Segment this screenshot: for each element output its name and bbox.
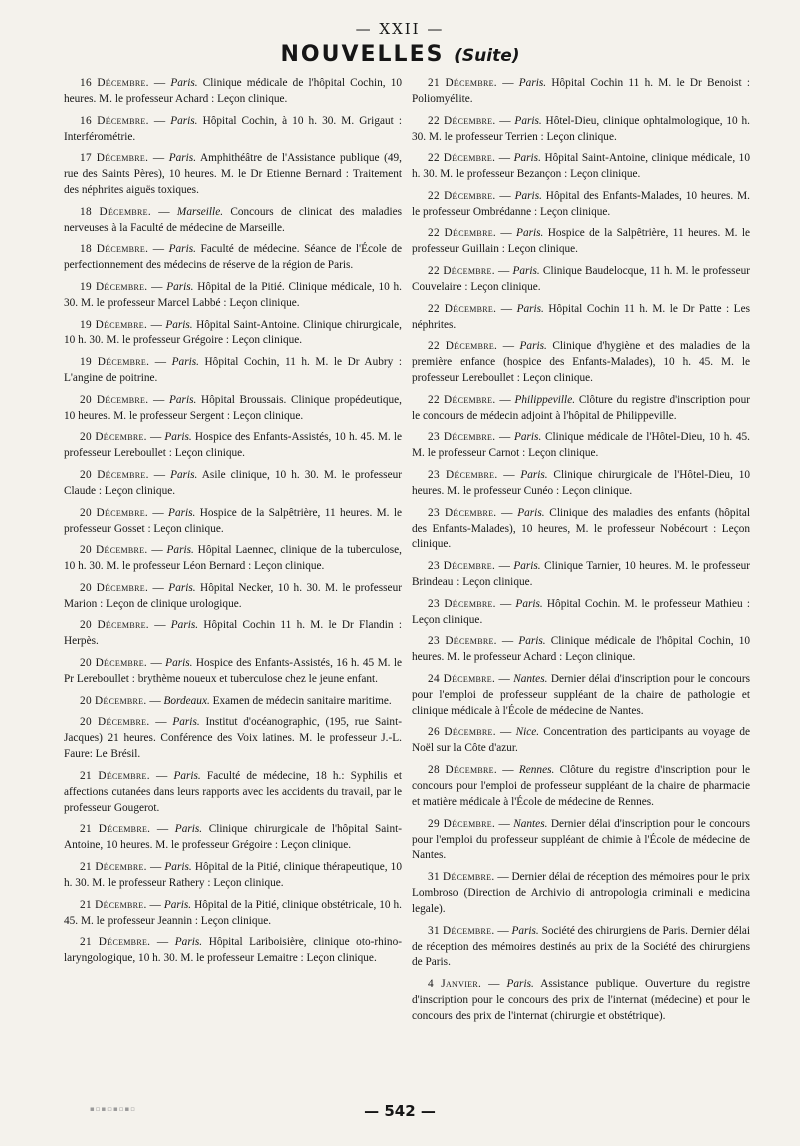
entry-text: Hôpital Necker, 10 h. 30. M. le professeur Marion : Leçon de clinique urologique. [64,581,402,610]
entry-city: Paris. [166,544,194,557]
entry-text: Hôpital Laennec, clinique de la tuberculose, 10 h. 30. M. le professeur Léon Bernard : Leçon clinique. [64,544,402,573]
entry-city: Paris. [166,280,194,293]
entry-date: 26 Décembre. [428,726,496,739]
entry-city: Rennes. [518,764,555,777]
entry-text: Hôpital Saint-Antoine. Clinique chirurgicale, 10 h. 30. M. le professeur Grégoire : Leçon clinique. [64,318,402,347]
news-entry: 18 Décembre. — Marseille. Concours de clinicat des maladies nerveuses à la Faculté de médecine de Marseille. [64,205,402,234]
entry-city: Paris. [165,657,193,670]
entry-text: Assistance publique. Ouverture du registre d'inscription pour le concours des prix de l'internat (médecine) et pour le concours des prix de l'internat (chirurgie et obstétrique). [412,978,750,1022]
entry-date: 22 Décembre. [428,340,498,353]
entry-date: 20 Décembre. [80,544,148,557]
entry-text: Hôpital Broussais. Clinique propédeutique, 10 heures. M. le professeur Sergent : Leçon clinique. [64,393,403,422]
entry-city: Paris. [164,861,192,873]
news-entry: 16 Décembre. — Paris. Clinique médicale de l'hôpital Cochin, 10 heures. M. le professeur Achard : Leçon clinique. [64,77,402,105]
news-entry: 20 Décembre. — Paris. Hospice de la Salpêtrière, 11 heures. M. le professeur Gosset : Leçon clinique. [64,506,402,535]
entry-city: Paris. [511,924,539,937]
entry-text: Concentration des participants au voyage de Noël sur la Côte d'azur. [412,726,750,755]
news-entry: 22 Décembre. — Paris. Hôpital Saint-Antoine, clinique médicale, 10 h. 30. M. le professeur Bezançon : Leçon clinique. [412,152,750,181]
entry-text: Clinique médicale de l'Hôtel-Dieu, 10 h. 45. M. le professeur Carnot : Leçon clinique. [412,431,750,460]
entry-city: Paris. [513,431,542,444]
entry-city: Paris. [173,769,201,782]
entry-date: 16 Décembre. [80,77,149,89]
entry-date: 20 Décembre. [80,619,149,632]
entry-text: Dernier délai de réception des mémoires pour le prix Lombroso (Direction de Archivio di antropologia criminali e medicina legale). [412,871,750,915]
entry-date: 21 Décembre. [80,861,147,873]
news-entry: 20 Décembre. — Bordeaux. Examen de médecin sanitaire maritime. [80,694,392,707]
title-suite: (Suite) [454,46,520,66]
news-entry: 31 Décembre. — Dernier délai de réception des mémoires pour le prix Lombroso (Direction de Archivio di antropologia criminali e medicina legale). [412,871,750,915]
entry-city: Paris. [165,318,193,331]
news-entry: 16 Décembre. — Paris. Hôpital Cochin, à 10 h. 30. M. Grigaut : Interférométrie. [64,114,402,143]
entry-city: Paris. [171,356,199,369]
entry-city: Paris. [170,469,198,481]
entry-text: Faculté de médecine. Séance de l'École de perfectionnement des médecins de réserve de la région de Paris. [64,243,402,272]
news-entry: 22 Décembre. — Paris. Hôtel-Dieu, clinique ophtalmologique, 10 h. 30. M. le professeur Terrien : Leçon clinique. [412,114,750,143]
entry-date: 18 Décembre. [80,243,149,256]
entry-date: 20 Décembre. [80,393,149,406]
entry-text: Hôpital Cochin 11 h. M. le Dr Benoist : Poliomyélite. [412,77,750,105]
entry-city: Paris. [168,243,196,256]
entry-date: 21 Décembre. [80,769,150,782]
entry-city: Paris. [516,302,544,315]
entry-date: 22 Décembre. [428,114,496,127]
entry-text: Hôpital Cochin, 11 h. M. le Dr Aubry : L'angine de poitrine. [64,356,402,385]
entry-date: 20 Décembre. [80,581,149,594]
entry-date: 17 Décembre. [80,152,149,165]
entry-text: Hôpital Saint-Antoine, clinique médicale, 10 h. 30. M. le professeur Bezançon : Leçon clinique. [412,152,750,181]
entry-date: 23 Décembre. [428,469,498,481]
entry-text: Clôture du registre d'inscription pour le concours pour l'emploi de professeur suppléant de la chaire de pharmacie et matière médicale à l'École de médecine de Rennes. [412,764,750,808]
entry-city: Paris. [513,560,541,573]
library-stamp: ▪▫▪▫▪▫▪▫ [90,1105,136,1113]
entry-city: Nice. [515,726,540,739]
entry-text: Clinique médicale de l'hôpital Cochin, 10 heures. M. le professeur Achard : Leçon clinique. [64,77,402,105]
entry-text: Hôpital de la Pitié, clinique thérapeutique, 10 h. 30. M. le professeur Rathery : Leçon clinique. [64,861,402,889]
entry-text: Hôpital Cochin 11 h. M. le Dr Patte : Les néphrites. [412,302,750,331]
news-entry: 20 Décembre. — Paris. Asile clinique, 10 h. 30. M. le professeur Claude : Leçon clinique. [64,469,402,497]
entry-date: 28 Décembre. [428,764,497,777]
news-entry: 23 Décembre. — Paris. Hôpital Cochin. M. le professeur Mathieu : Leçon clinique. [412,597,750,626]
entry-city: Nantes. [513,672,548,685]
news-entry: 23 Décembre. — Paris. Clinique des maladies des enfants (hôpital des Enfants-Malades), 10 heures, M. le professeur Nobécourt : Leçon clinique. [412,506,750,551]
entry-text: Clinique des maladies des enfants (hôpital des Enfants-Malades), 10 heures, M. le professeur Nobécourt : Leçon clinique. [412,506,750,551]
entry-text: Clinique d'hygiène et des maladies de la première enfance (hospice des Enfants-Malades), 10 h. 45. M. le professeur Lereboullet : Leçon clinique. [412,340,750,385]
entry-city: Paris. [518,635,546,648]
entry-date: 21 Décembre. [80,823,151,836]
page-number: — 542 — [364,1102,436,1120]
news-entry: 26 Décembre. — Nice. Concentration des participants au voyage de Noël sur la Côte d'azur. [412,726,750,755]
right-column [412,76,750,1031]
entry-date: 18 Décembre. [80,205,151,218]
news-entry: 22 Décembre. — Paris. Hôpital Cochin 11 h. M. le Dr Patte : Les néphrites. [412,302,750,331]
news-entry: 19 Décembre. — Paris. Hôpital Saint-Antoine. Clinique chirurgicale, 10 h. 30. M. le professeur Grégoire : Leçon clinique. [64,318,402,347]
entry-city: Paris. [174,936,203,949]
news-entry: 4 Janvier. — Paris. Assistance publique. Ouverture du registre d'inscription pour le concours des prix de l'internat (médecine) et pour le concours des prix de l'internat (chirurgie et obstétrique). [412,978,750,1022]
entry-date: 31 Décembre. [428,924,495,937]
entry-date: 23 Décembre. [428,431,496,444]
entry-date: 20 Décembre. [80,506,149,519]
entry-text: Clinique chirurgicale de l'Hôtel-Dieu, 10 heures. M. le professeur Cunéo : Leçon clinique. [412,469,750,497]
entry-date: 20 Décembre. [80,469,149,481]
entry-city: Paris. [516,227,544,240]
entry-city: Paris. [518,77,547,89]
entry-text: Hôpital des Enfants-Malades, 10 heures. M. le professeur Ombrédanne : Leçon clinique. [412,189,750,218]
news-entry: 23 Décembre. — Paris. Clinique Tarnier, 10 heures. M. le professeur Brindeau : Leçon clinique. [412,560,750,589]
news-entry: 20 Décembre. — Paris. Hospice des Enfants-Assistés, 16 h. 45 M. le Pr Lereboullet : brythème noueux et tuberculose chez le jeune enfant. [64,657,402,685]
entry-text: Faculté de médecine, 18 h.: Syphilis et affections cutanées dans leurs rapports avec les accidents du travail, par le professeur Gougerot. [64,769,402,814]
news-entry: 23 Décembre. — Paris. Clinique médicale de l'Hôtel-Dieu, 10 h. 45. M. le professeur Carnot : Leçon clinique. [412,431,750,460]
entry-text: Dernier délai d'inscription pour le concours pour l'emploi du professeur suppléant de chimie à l'École de médecine de Nantes. [412,817,750,862]
entry-text: Hôpital Lariboisière, clinique oto-rhino-laryngologique, 10 h. 30. M. le professeur Lemaitre : Leçon clinique. [64,936,402,965]
entry-text: Hospice de la Salpêtrière, 11 heures. M. le professeur Guillain : Leçon clinique. [412,227,750,256]
entry-date: 22 Décembre. [428,189,496,202]
entry-city: Paris. [512,265,540,278]
entry-text: Hôpital Cochin, à 10 h. 30. M. Grigaut : Interférométrie. [64,114,402,143]
entry-date: 20 Décembre. [80,657,148,670]
entry-text: Dernier délai d'inscription pour le concours pour l'emploi de professeur suppléant de la chaire de pathologie et clinique médicale à l'École de médecine de Nantes. [412,672,750,717]
news-entry: 29 Décembre. — Nantes. Dernier délai d'inscription pour le concours pour l'emploi du professeur suppléant de chimie à l'École de médecine de Nantes. [412,817,750,862]
entry-city: Bordeaux. [163,694,210,707]
entry-text: Clinique chirurgicale de l'hôpital Saint-Antoine, 10 heures. M. le professeur Grégoire : Leçon clinique. [64,823,402,852]
news-entry: 19 Décembre. — Paris. Hôpital de la Pitié. Clinique médicale, 10 h. 30. M. le professeur Marcel Labbé : Leçon clinique. [64,280,402,309]
news-entry: 20 Décembre. — Paris. Hospice des Enfants-Assistés, 10 h. 45. M. le professeur Lereboullet : Leçon clinique. [64,431,402,460]
entry-date: 23 Décembre. [428,635,497,648]
news-entry: 20 Décembre. — Paris. Institut d'océanographic, (195, rue Saint-Jacques) 21 heures. Conférence des Voix latines. M. le professeur J.-L. Faure: Le Brésil. [64,716,402,761]
news-entry: 21 Décembre. — Paris. Hôpital Cochin 11 h. M. le Dr Benoist : Poliomyélite. [412,77,750,105]
entry-city: Nantes. [513,817,548,830]
entry-city: Paris. [514,189,542,202]
entry-date: 20 Décembre. [80,431,147,444]
entry-text: Asile clinique, 10 h. 30. M. le professeur Claude : Leçon clinique. [64,469,402,497]
entry-text: Hôtel-Dieu, clinique ophtalmologique, 10 h. 30. M. le professeur Terrien : Leçon clinique. [412,114,750,143]
entry-text: Hôpital de la Pitié, clinique obstétricale, 10 h. 45. M. le professeur Jeannin : Leçon clinique. [64,898,402,927]
entry-city: Paris. [172,716,200,729]
news-entry: 19 Décembre. — Paris. Hôpital Cochin, 11 h. M. le Dr Aubry : L'angine de poitrine. [64,356,402,385]
entry-date: 22 Décembre. [428,302,497,315]
entry-date: 19 Décembre. [80,356,150,369]
news-entry: 20 Décembre. — Paris. Hôpital Laennec, clinique de la tuberculose, 10 h. 30. M. le professeur Léon Bernard : Leçon clinique. [64,544,402,573]
entry-city: Paris. [519,340,547,353]
news-entry: 20 Décembre. — Paris. Hôpital Cochin 11 h. M. le Dr Flandin : Herpès. [64,619,402,648]
news-entry: 21 Décembre. — Paris. Clinique chirurgicale de l'hôpital Saint-Antoine, 10 heures. M. le professeur Grégoire : Leçon clinique. [64,823,402,852]
entry-text: Clinique Baudelocque, 11 h. M. le professeur Couvelaire : Leçon clinique. [412,265,750,293]
entry-text: Concours de clinicat des maladies nerveuses à la Faculté de médecine de Marseille. [64,205,402,234]
entry-city: Paris. [515,597,543,610]
entry-text: Examen de médecin sanitaire maritime. [209,694,392,707]
entry-text: Hôpital de la Pitié. Clinique médicale, 10 h. 30. M. le professeur Marcel Labbé : Leçon clinique. [64,280,402,309]
news-entry: 22 Décembre. — Paris. Clinique Baudelocque, 11 h. M. le professeur Couvelaire : Leçon clinique. [412,265,750,293]
entry-city: Paris. [174,823,203,836]
news-entry: 22 Décembre. — Paris. Hospice de la Salpêtrière, 11 heures. M. le professeur Guillain : Leçon clinique. [412,227,750,256]
entry-text: Clinique Tarnier, 10 heures. M. le professeur Brindeau : Leçon clinique. [412,560,750,589]
entry-text: Clinique médicale de l'hôpital Cochin, 10 heures. M. le professeur Achard : Leçon clinique. [412,635,750,664]
entry-date: 22 Décembre. [428,152,496,165]
news-entry: 24 Décembre. — Nantes. Dernier délai d'inscription pour le concours pour l'emploi de professeur suppléant de la chaire de pathologie et clinique médicale à l'École de médecine de Nantes. [412,672,750,717]
entry-date: 29 Décembre. [428,817,496,830]
entry-city: Paris. [520,469,548,481]
entry-city: Paris. [169,393,197,406]
entry-text: Hôpital Cochin 11 h. M. le Dr Flandin : Herpès. [64,619,402,648]
entry-text: Société des chirurgiens de Paris. Dernier délai de réception des mémoires destinés au prix de la Société des chirurgiens de Paris. [412,924,750,969]
entry-date: 23 Décembre. [428,506,497,519]
entry-text: Hospice des Enfants-Assistés, 10 h. 45. M. le professeur Lereboullet : Leçon clinique. [64,431,402,460]
entry-date: 22 Décembre. [428,265,495,278]
entry-text: Hospice de la Salpêtrière, 11 heures. M. le professeur Gosset : Leçon clinique. [64,506,402,535]
entry-date: 16 Décembre. [80,114,149,127]
entry-city: Paris. [170,114,198,127]
entry-date: 19 Décembre. [80,318,148,331]
news-entry: 31 Décembre. — Paris. Société des chirurgiens de Paris. Dernier délai de réception des mémoires destinés au prix de la Société des chirurgiens de Paris. [412,924,750,969]
entry-date: 20 Décembre. [80,694,147,707]
page-title [0,42,800,67]
entry-city: Paris. [170,619,199,632]
news-entry: 20 Décembre. — Paris. Hôpital Broussais. Clinique propédeutique, 10 heures. M. le professeur Sergent : Leçon clinique. [64,393,403,422]
entry-city: Paris. [164,431,192,444]
entry-date: 21 Décembre. [80,898,147,911]
news-entry: 21 Décembre. — Paris. Hôpital Lariboisière, clinique oto-rhino-laryngologique, 10 h. 30. M. le professeur Lemaitre : Leçon clinique. [64,936,402,965]
entry-city: Paris. [168,152,197,165]
entry-city: Paris. [168,506,196,519]
entry-text: Clôture du registre d'inscription pour le concours de médecin adjoint à l'hôpital de Philippeville. [412,393,750,422]
left-column [64,76,402,973]
entry-city: Paris. [514,114,542,127]
entry-city: Paris. [513,152,541,165]
news-entry: 18 Décembre. — Paris. Faculté de médecine. Séance de l'École de perfectionnement des médecins de réserve de la région de Paris. [64,243,402,272]
news-entry: 21 Décembre. — Paris. Hôpital de la Pitié, clinique thérapeutique, 10 h. 30. M. le professeur Rathery : Leçon clinique. [64,861,402,889]
news-entry: 23 Décembre. — Paris. Clinique chirurgicale de l'Hôtel-Dieu, 10 heures. M. le professeur Cunéo : Leçon clinique. [412,469,750,497]
entry-date: 23 Décembre. [428,560,496,573]
entry-date: 22 Décembre. [428,393,496,406]
news-entry: 28 Décembre. — Rennes. Clôture du registre d'inscription pour le concours pour l'emploi de professeur suppléant de la chaire de pharmacie et matière médicale à l'École de médecine de Rennes. [412,764,750,808]
entry-city: Paris. [163,898,192,911]
news-entry: 17 Décembre. — Paris. Amphithéâtre de l'Assistance publique (49, rue des Saints Pères), 10 heures. M. le Dr Etienne Bernard : Traitement des néphrites aiguës toxiques. [64,152,402,197]
entry-date: 23 Décembre. [428,597,496,610]
entry-city: Philippeville. [514,393,576,406]
entry-text: Amphithéâtre de l'Assistance publique (49, rue des Saints Pères), 10 heures. M. le Dr Etienne Bernard : Traitement des néphrites aiguës toxiques. [64,152,402,197]
news-entry: 22 Décembre. — Philippeville. Clôture du registre d'inscription pour le concours de médecin adjoint à l'hôpital de Philippeville. [412,393,750,422]
entry-date: 22 Décembre. [428,227,497,240]
roman-page-number: — XXII — [355,20,445,38]
entry-date: 20 Décembre. [80,716,150,729]
entry-date: 21 Décembre. [80,936,151,949]
news-entry: 20 Décembre. — Paris. Hôpital Necker, 10 h. 30. M. le professeur Marion : Leçon de clinique urologique. [64,581,402,610]
entry-city: Marseille. [176,205,224,218]
news-entry: 22 Décembre. — Paris. Hôpital des Enfants-Malades, 10 heures. M. le professeur Ombrédanne : Leçon clinique. [412,189,750,218]
news-entry: 22 Décembre. — Paris. Clinique d'hygiène et des maladies de la première enfance (hospice des Enfants-Malades), 10 h. 45. M. le professeur Lereboullet : Leçon clinique. [412,340,750,385]
news-entry: 21 Décembre. — Paris. Faculté de médecine, 18 h.: Syphilis et affections cutanées dans leurs rapports avec les accidents du travail, par le professeur Gougerot. [64,769,402,814]
entry-city: Paris. [506,978,534,991]
entry-city: Paris. [168,581,196,594]
entry-date: 21 Décembre. [428,77,497,89]
entry-date: 19 Décembre. [80,280,148,293]
entry-date: 24 Décembre. [428,672,496,685]
title-text: NOUVELLES [280,42,445,67]
entry-text: Institut d'océanographic, (195, rue Saint-Jacques) 21 heures. Conférence des Voix latines. M. le professeur J.-L. Faure: Le Brésil. [64,716,402,761]
entry-text: Hospice des Enfants-Assistés, 16 h. 45 M. le Pr Lereboullet : brythème noueux et tuberculose chez le jeune enfant. [64,657,402,685]
entry-text: Hôpital Cochin. M. le professeur Mathieu : Leçon clinique. [412,597,750,626]
news-entry: 23 Décembre. — Paris. Clinique médicale de l'hôpital Cochin, 10 heures. M. le professeur Achard : Leçon clinique. [412,635,750,664]
entry-date: 31 Décembre. [428,871,495,884]
entry-city: Paris. [170,77,198,89]
entry-city: Paris. [517,506,545,519]
news-entry: 21 Décembre. — Paris. Hôpital de la Pitié, clinique obstétricale, 10 h. 45. M. le professeur Jeannin : Leçon clinique. [64,898,402,927]
entry-date: 4 Janvier. [428,978,482,991]
